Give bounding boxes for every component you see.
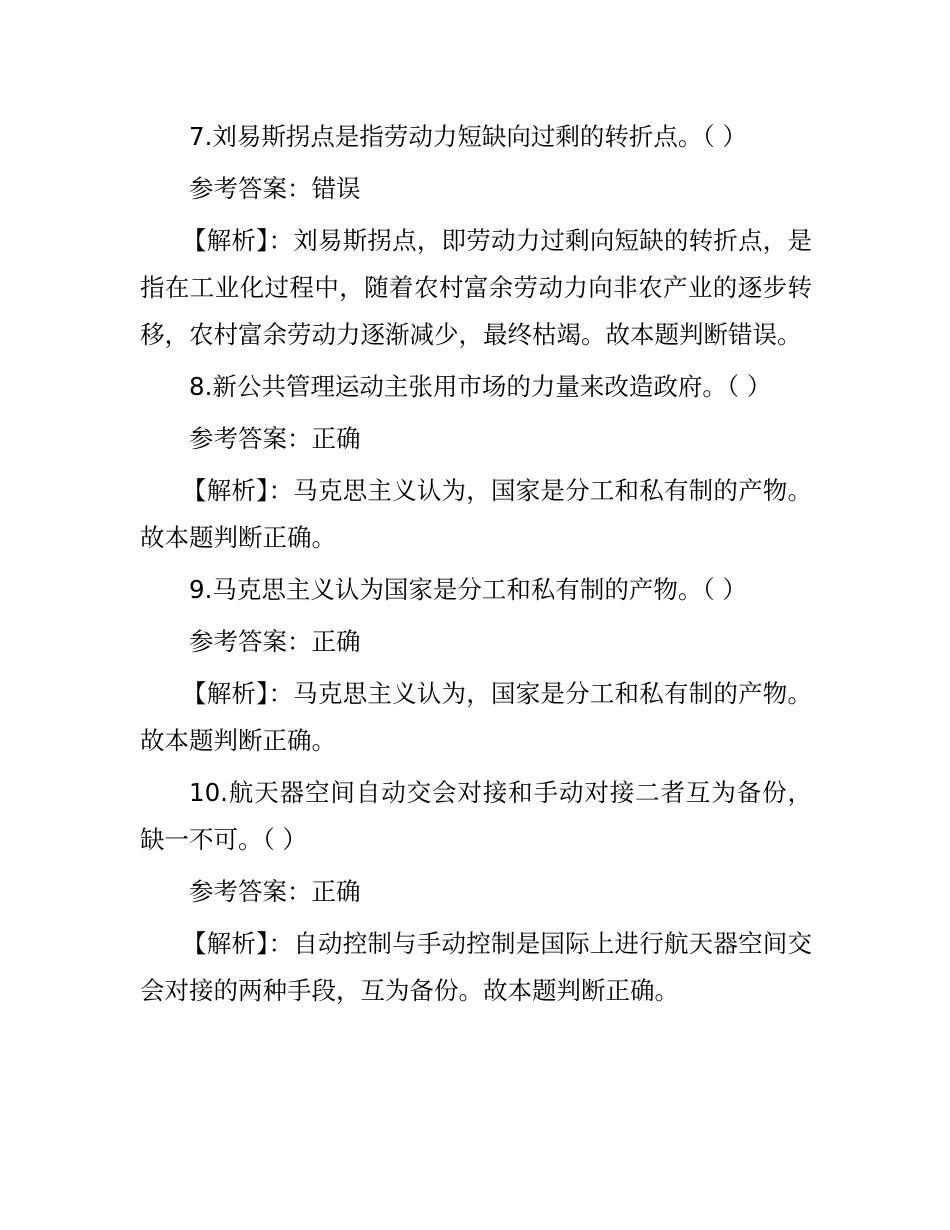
question-8-text: 8.新公共管理运动主张用市场的力量来改造政府。（ ）	[189, 372, 772, 401]
question-7-text: 7.刘易斯拐点是指劳动力短缺向过剩的转折点。（ ）	[189, 122, 747, 151]
question-9-answer: 参考答案：正确	[189, 627, 361, 656]
question-10-text: 10.航天器空间自动交会对接和手动对接二者互为备份，缺一不可。（ ）	[140, 778, 812, 854]
question-7-answer: 参考答案：错误	[189, 174, 361, 203]
document-body	[140, 113, 812, 1019]
question-8-answer: 参考答案：正确	[189, 424, 361, 453]
question-7-analysis: 【解析】：刘易斯拐点，即劳动力过剩向短缺的转折点，是指在工业化过程中，随着农村富余劳动力向非农产业的逐步转移，农村富余劳动力逐渐减少，最终枯竭。故本题判断错误。	[140, 226, 812, 349]
question-8-analysis: 【解析】：马克思主义认为，国家是分工和私有制的产物。故本题判断正确。	[140, 476, 812, 552]
question-9-analysis: 【解析】：马克思主义认为，国家是分工和私有制的产物。故本题判断正确。	[140, 679, 812, 755]
question-10-answer: 参考答案：正确	[189, 877, 361, 906]
question-9-text: 9.马克思主义认为国家是分工和私有制的产物。（ ）	[189, 575, 747, 604]
question-10-analysis: 【解析】：自动控制与手动控制是国际上进行航天器空间交会对接的两种手段，互为备份。故本题判断正确。	[140, 929, 812, 1005]
